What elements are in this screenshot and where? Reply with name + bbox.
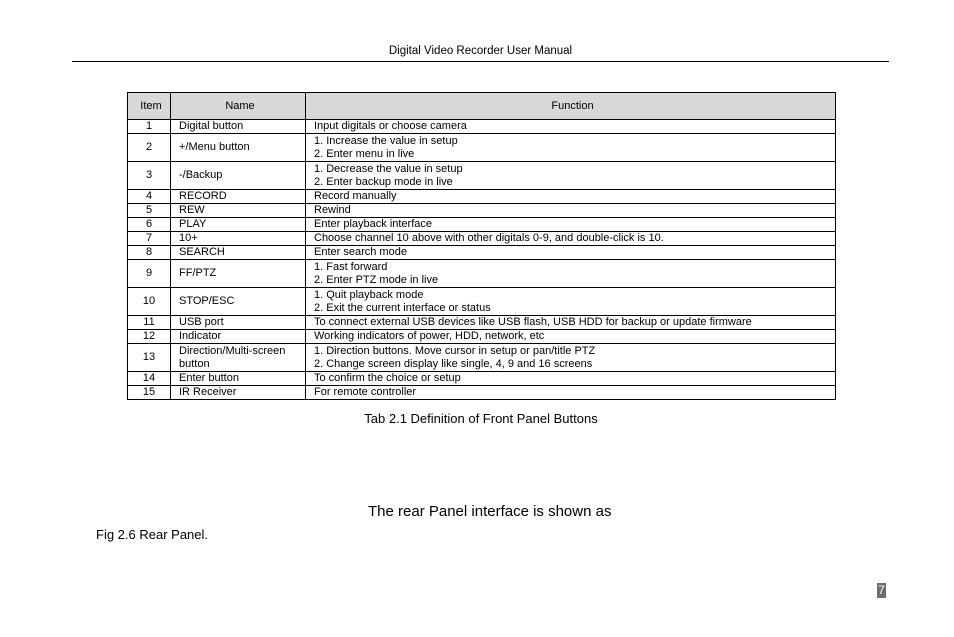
cell-item: 10 [128, 288, 171, 316]
cell-name-line: STOP/ESC [179, 295, 235, 307]
cell-name [171, 232, 306, 246]
cell-name [171, 190, 306, 204]
cell-name-line: Enter button [179, 372, 239, 384]
cell-function-line: 2. Exit the current interface or status [314, 301, 491, 314]
cell-item: 8 [128, 246, 171, 260]
cell-function [306, 246, 836, 260]
cell-function [306, 372, 836, 386]
page-number: 7 [878, 583, 885, 597]
table-row [128, 162, 836, 190]
table-header-row [128, 93, 836, 120]
cell-name [171, 162, 306, 190]
cell-function-line: 2. Change screen display like single, 4, 9 and 16 screens [314, 357, 593, 370]
cell-name [171, 246, 306, 260]
cell-function-line: 1. Quit playback mode [314, 288, 424, 301]
figure-reference: Fig 2.6 Rear Panel. [96, 527, 209, 542]
cell-name-line: USB port [179, 316, 224, 328]
cell-item: 3 [128, 162, 171, 190]
cell-item: 15 [128, 386, 171, 400]
cell-function [306, 134, 836, 162]
cell-function-line: For remote controller [314, 386, 417, 398]
table-row [128, 260, 836, 288]
table-row [128, 344, 836, 372]
cell-item: 9 [128, 260, 171, 288]
cell-function [306, 344, 836, 372]
cell-name-line: 10+ [179, 232, 198, 244]
cell-function [306, 260, 836, 288]
cell-function [306, 120, 836, 134]
cell-function-line: 1. Fast forward [314, 260, 388, 273]
cell-item: 6 [128, 218, 171, 232]
cell-name [171, 344, 306, 372]
column-header-function: Function [306, 93, 836, 120]
cell-name-line: Direction/Multi-screen [179, 344, 286, 357]
cell-function-line: 2. Enter menu in live [314, 147, 415, 160]
cell-name-line: Digital button [179, 120, 244, 132]
table-row [128, 204, 836, 218]
cell-function-line: To connect external USB devices like USB flash, USB HDD for backup or update firmware [314, 316, 752, 328]
cell-item: 4 [128, 190, 171, 204]
cell-function-line: Choose channel 10 above with other digitals 0-9, and double-click is 10. [314, 232, 664, 244]
table-row [128, 372, 836, 386]
header-title: Digital Video Recorder User Manual [388, 45, 573, 57]
cell-function-line: Record manually [314, 190, 397, 202]
cell-item: 14 [128, 372, 171, 386]
cell-function-line: 1. Increase the value in setup [314, 134, 458, 147]
cell-name [171, 120, 306, 134]
table-row [128, 386, 836, 400]
cell-name-line: IR Receiver [179, 386, 237, 398]
cell-name-line: FF/PTZ [179, 267, 217, 279]
cell-name-line: +/Menu button [179, 141, 250, 153]
cell-name [171, 218, 306, 232]
cell-name [171, 386, 306, 400]
cell-function [306, 316, 836, 330]
page-header [72, 44, 889, 62]
cell-item: 13 [128, 344, 171, 372]
table-row [128, 120, 836, 134]
table-row [128, 232, 836, 246]
cell-item: 7 [128, 232, 171, 246]
cell-function-line: To confirm the choice or setup [314, 372, 461, 384]
cell-function-line: Working indicators of power, HDD, network, etc [314, 330, 545, 342]
cell-item: 2 [128, 134, 171, 162]
cell-function-line: 1. Direction buttons. Move cursor in setup or pan/title PTZ [314, 344, 596, 357]
table-row [128, 246, 836, 260]
cell-name-line: RECORD [179, 190, 227, 202]
cell-name [171, 330, 306, 344]
column-header-name: Name [171, 93, 306, 120]
cell-name [171, 372, 306, 386]
cell-function-line: 2. Enter backup mode in live [314, 175, 453, 188]
cell-function [306, 330, 836, 344]
cell-name-line: button [179, 357, 210, 370]
cell-name [171, 204, 306, 218]
cell-name-line: Indicator [179, 330, 222, 342]
cell-function [306, 190, 836, 204]
table-row [128, 218, 836, 232]
table-row [128, 330, 836, 344]
cell-function [306, 218, 836, 232]
cell-function-line: Enter playback interface [314, 218, 433, 230]
cell-function-line: 1. Decrease the value in setup [314, 162, 463, 175]
cell-function [306, 204, 836, 218]
front-panel-table [127, 92, 836, 400]
rear-panel-text: The rear Panel interface is shown as [368, 503, 612, 520]
cell-name [171, 260, 306, 288]
cell-function-line: Rewind [314, 204, 351, 216]
cell-function [306, 288, 836, 316]
table-row [128, 190, 836, 204]
table-caption: Tab 2.1 Definition of Front Panel Buttons [364, 411, 598, 426]
cell-item: 12 [128, 330, 171, 344]
cell-name-line: REW [179, 204, 205, 216]
cell-function-line: Enter search mode [314, 246, 407, 258]
column-header-item: Item [128, 93, 171, 120]
cell-name [171, 134, 306, 162]
table-row [128, 134, 836, 162]
cell-name-line: SEARCH [179, 246, 225, 258]
cell-name-line: PLAY [179, 218, 207, 230]
cell-name-line: -/Backup [179, 169, 223, 181]
cell-function-line: Input digitals or choose camera [314, 120, 467, 132]
cell-function-line: 2. Enter PTZ mode in live [314, 273, 439, 286]
cell-function [306, 386, 836, 400]
cell-item: 1 [128, 120, 171, 134]
table-row [128, 316, 836, 330]
cell-item: 5 [128, 204, 171, 218]
cell-name [171, 316, 306, 330]
cell-item: 11 [128, 316, 171, 330]
table-row [128, 288, 836, 316]
cell-function [306, 232, 836, 246]
cell-name [171, 288, 306, 316]
cell-function [306, 162, 836, 190]
